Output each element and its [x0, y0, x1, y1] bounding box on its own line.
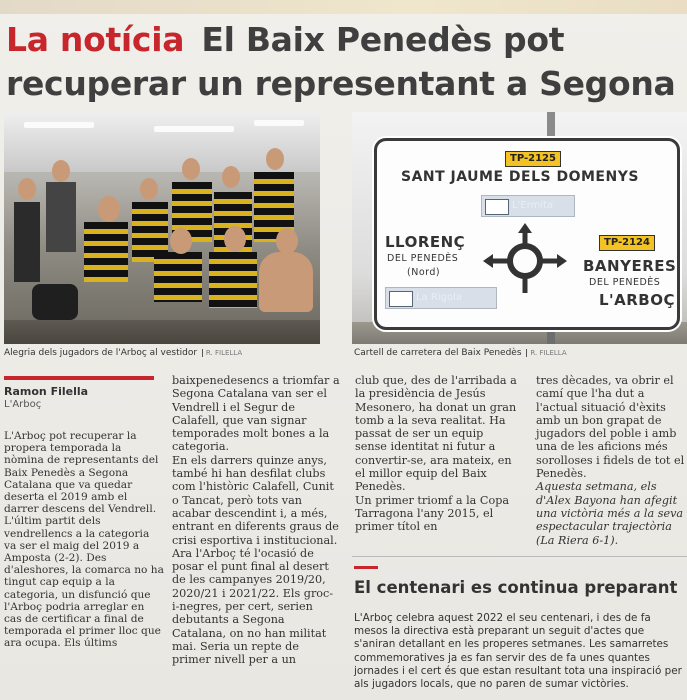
player-head	[170, 228, 192, 254]
photo-credit: R. FILELLA	[202, 349, 242, 357]
ceiling-light	[24, 122, 94, 128]
paragraph: tres dècades, va obrir el camí que l'ha dut a l'actual situació d'èxits amb un bon grapat de jugadors del poble i amb una de les aficions més sorolloses i fidels de tot el Penedès.	[536, 374, 685, 481]
destination-west: LLORENÇ	[385, 233, 466, 251]
industrial-area-icon	[485, 199, 509, 215]
ceiling-light	[154, 126, 234, 132]
player-head	[276, 228, 298, 254]
section-title: El centenari es continua preparant	[354, 578, 678, 597]
player-head	[140, 178, 158, 200]
industrial-area-label: L'Ermita	[512, 200, 554, 211]
article-column-1	[4, 430, 164, 650]
page-top-edge	[0, 0, 687, 14]
paragraph: Aquesta setmana, els d'Alex Bayona han afegit una victòria més a la seva espectacular trajectòria (La Riera 6-1).	[536, 480, 684, 547]
article-column-2	[172, 374, 340, 667]
photo-credit: R. FILELLA	[526, 349, 566, 357]
player-head	[222, 166, 240, 188]
player-head	[18, 178, 36, 200]
paragraph: L'Arboç pot recuperar la propera temporada la nòmina de representants del Baix Penedès a Segona Catalana que va quedar deserta el 2019 amb el darrer descens del Vendrell. L'últim partit dels vendrellencs a la categoria va ser el maig del 2019 a Amposta (2-2). Des d'aleshores, la comarca no ha tingut cap equip a la categoria, un disfunció que l'Arboç podria arreglar en cas de certificar a final de temporada el primer lloc que ara ocupa. Els últims	[4, 430, 164, 650]
paragraph: baixpenedesencs a triomfar a Segona Catalana van ser el Vendrell i el Segur de Calafell, que van signar temporades molt bones a la categoria.	[172, 374, 340, 454]
player	[84, 222, 128, 282]
section-body: L'Arboç celebra aquest 2022 el seu centenari, i des de fa mesos la directiva està preparant un seguit d'actes que s'aniran detallant en les properes setmanes. Les samarretes commemoratives ja es fan servir des de fa unes quantes jornades i el cert és que estan resultant tota una inspiració per als jugadors locals, que no paren de sumar victòries.	[354, 612, 682, 691]
team-photo	[4, 112, 320, 344]
section-divider	[352, 556, 687, 557]
industrial-area-north	[481, 195, 575, 217]
sports-bag	[32, 284, 78, 320]
shirtless-player	[259, 252, 313, 312]
player-head	[224, 226, 246, 252]
roundabout-icon	[479, 223, 571, 293]
industrial-area-icon	[389, 291, 413, 307]
destination-west-sub: DEL PENEDÈS	[387, 253, 459, 264]
road-plate-tp2125: TP-2125	[505, 151, 561, 167]
headline-title: El Baix Penedès pot recuperar un representant a Segona	[6, 20, 676, 103]
road-sign	[374, 138, 680, 330]
road-sign-caption	[354, 348, 567, 358]
industrial-area-label: La Rigola	[416, 292, 462, 303]
team-photo-caption	[4, 348, 242, 358]
article-column-3	[355, 374, 518, 534]
paragraph: En els darrers quinze anys, també hi han desfilat clubs com l'històric Calafell, Cunit o Tancat, però tots van acabar descendint i, a més, entrant en diferents graus de crisi esportiva i institucional.	[172, 453, 339, 547]
destination-east-sub: DEL PENEDÈS	[589, 277, 661, 288]
ceiling-light	[254, 120, 304, 126]
destination-east-2: L'ARBOÇ	[599, 291, 676, 309]
byline-location: L'Arboç	[4, 399, 42, 410]
player-head	[182, 158, 200, 180]
article-column-4	[536, 374, 686, 547]
byline-author: Ramon Filella	[4, 385, 89, 398]
headline-kicker: La notícia	[6, 20, 185, 59]
player	[14, 202, 40, 282]
caption-text: Alegria dels jugadors de l'Arboç al vestidor	[4, 348, 198, 358]
caption-text: Cartell de carretera del Baix Penedès	[354, 348, 522, 358]
byline-rule	[4, 376, 154, 380]
player	[154, 252, 202, 302]
section-rule	[354, 566, 378, 569]
destination-west-sub2: (Nord)	[407, 267, 441, 278]
player-head	[98, 196, 120, 222]
road-sign-photo	[352, 112, 687, 344]
player-head	[266, 148, 284, 170]
destination-north: SANT JAUME DELS DOMENYS	[401, 169, 639, 185]
paragraph: Ara l'Arboç té l'ocasió de posar el punt final al desert de les campanyes 2019/20, 2020/21 i 2021/22. Els groc-i-negres, per cert, serien debutants a Segona Catalana, on no han militat mai. Seria un repte de primer nivell per a un	[172, 546, 334, 667]
player-head	[52, 160, 70, 182]
paragraph: club que, des de l'arribada a la presidència de Jesús Mesonero, ha donat un gran tomb a la seva realitat. Ha passat de ser un equip sense identitat ni futur a convertir-se, ara mateix, en el millor equip del Baix Penedès.	[355, 374, 517, 494]
road-plate-tp2124: TP-2124	[599, 235, 655, 251]
destination-east: BANYERES	[583, 257, 677, 275]
locker-floor	[4, 320, 320, 344]
player	[209, 252, 257, 308]
player	[46, 182, 76, 252]
paragraph: Un primer triomf a la Copa Tarragona l'any 2015, el primer títol en	[355, 493, 510, 534]
